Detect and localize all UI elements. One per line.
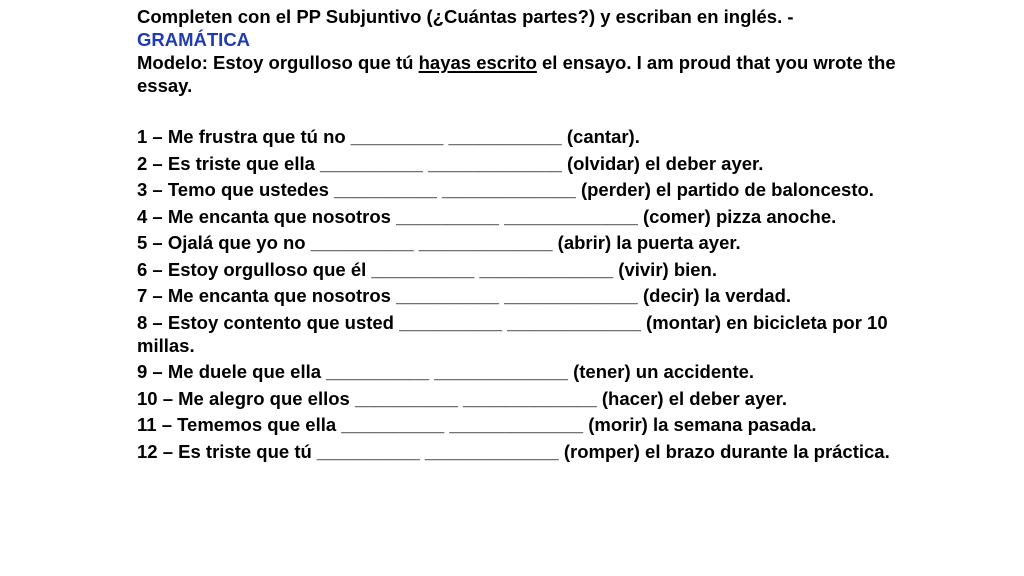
- exercise-item-12: 12 – Es triste que tú __________ _____________ (romper) el brazo durante la práctica.: [137, 440, 890, 462]
- exercise-item-11: 11 – Tememos que ella __________ _____________ (morir) la semana pasada.: [137, 414, 817, 435]
- worksheet-header: [137, 5, 897, 97]
- exercise-item-5: 5 – Ojalá que yo no __________ _____________ (abrir) la puerta ayer.: [137, 232, 741, 253]
- instructions: [137, 5, 897, 51]
- model-prefix: Modelo: Estoy orgulloso que tú: [137, 52, 419, 73]
- exercise-item-1: 1 – Me frustra que tú no _________ ___________ (cantar).: [137, 126, 640, 147]
- exercise-item-6: 6 – Estoy orgulloso que él __________ _____________ (vivir) bien.: [137, 258, 717, 280]
- grammar-tag: GRAMÁTICA: [137, 29, 251, 50]
- exercise-item-10: 10 – Me alegro que ellos __________ _____________ (hacer) el deber ayer.: [137, 387, 787, 409]
- model-sentence: [137, 51, 897, 97]
- model-answer: hayas escrito: [418, 52, 537, 73]
- exercise-item-7: 7 – Me encanta que nosotros __________ _____________ (decir) la verdad.: [137, 285, 792, 306]
- exercise-item-2: 2 – Es triste que ella __________ _____________ (olvidar) el deber ayer.: [137, 152, 764, 174]
- exercise-item-3: 3 – Temo que ustedes __________ _____________ (perder) el partido de baloncesto.: [137, 179, 874, 200]
- model-suffix: el ensayo. I am proud that you wrote the essay.: [137, 52, 896, 96]
- exercise-item-8: 8 – Estoy contento que usted __________ _____________ (montar) en bicicleta por 10 millas.: [137, 311, 888, 356]
- exercise-item-4: 4 – Me encanta que nosotros __________ _____________ (comer) pizza anoche.: [137, 205, 837, 227]
- exercise-list: [137, 125, 897, 466]
- instructions-text: Completen con el PP Subjuntivo (¿Cuántas partes?) y escriban en inglés. -: [137, 6, 794, 27]
- exercise-item-9: 9 – Me duele que ella __________ _____________ (tener) un accidente.: [137, 361, 755, 382]
